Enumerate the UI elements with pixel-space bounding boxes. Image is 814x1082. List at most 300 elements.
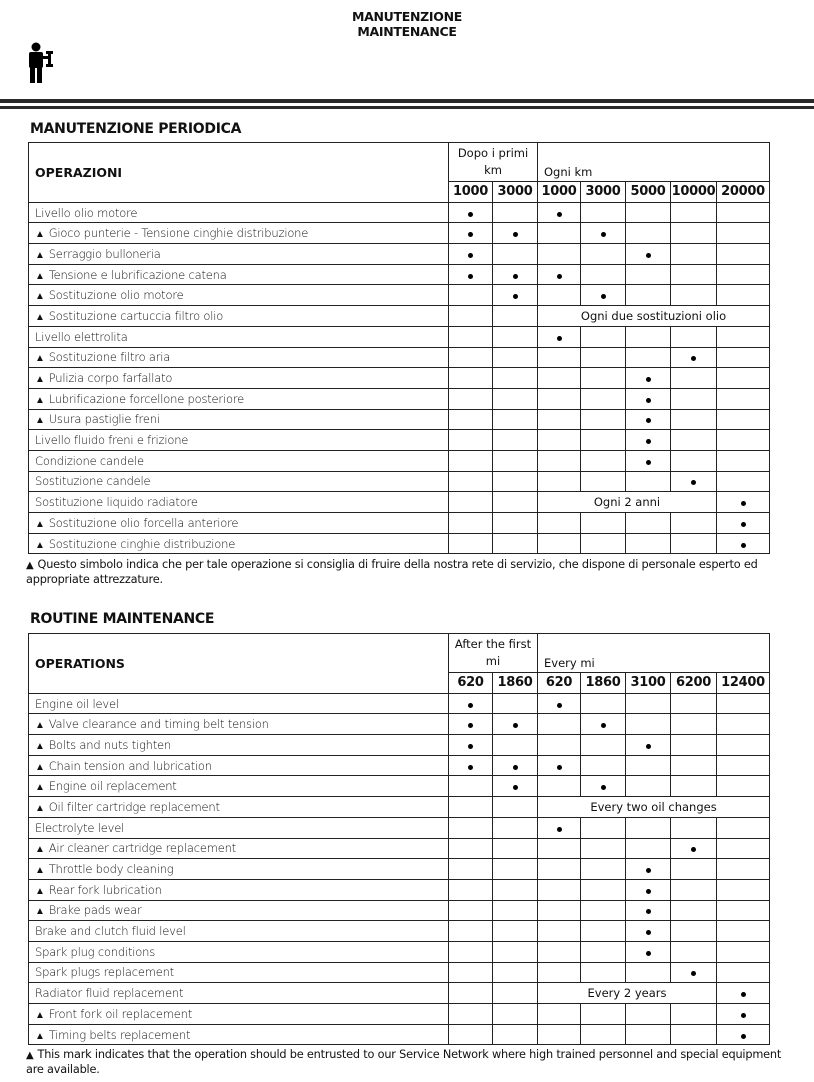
interval-cell [717, 368, 770, 389]
interval-cell [538, 900, 581, 921]
interval-cell [581, 223, 626, 244]
interval-cell [671, 388, 717, 409]
triangle-marker-icon: ▲ [35, 740, 45, 752]
interval-cell [717, 900, 770, 921]
dot-mark-icon [741, 501, 746, 506]
interval-cell [493, 900, 538, 921]
interval-cell [449, 471, 493, 492]
interval-cell [493, 817, 538, 838]
operation-label: Throttle body cleaning [48, 862, 174, 877]
table-row [29, 533, 770, 554]
table-row [29, 838, 770, 859]
interval-cell [671, 838, 717, 859]
triangle-marker-icon: ▲ [35, 374, 45, 386]
interval-cell [538, 264, 581, 285]
interval-cell [538, 941, 581, 962]
interval-cell [717, 347, 770, 368]
interval-cell [449, 202, 493, 223]
interval-cell [626, 1024, 671, 1045]
interval-cell [449, 285, 493, 306]
interval-cell [449, 755, 493, 776]
interval-cell [538, 735, 581, 756]
dot-mark-icon [513, 274, 518, 279]
table-row [29, 492, 770, 513]
operation-cell [29, 879, 449, 900]
interval-cell [538, 388, 581, 409]
interval-cell [449, 409, 493, 430]
dot-mark-icon [557, 212, 562, 217]
operation-label: Condizione candele [35, 453, 144, 468]
operation-cell [29, 264, 449, 285]
interval-cell [671, 1024, 717, 1045]
interval-header: 3000 [493, 182, 538, 203]
interval-cell [626, 264, 671, 285]
table-row [29, 409, 770, 430]
table-row [29, 430, 770, 451]
operation-label: Sostituzione olio forcella anteriore [48, 515, 239, 530]
operation-cell [29, 755, 449, 776]
interval-cell [449, 797, 493, 818]
interval-cell [671, 900, 717, 921]
interval-cell [581, 962, 626, 983]
interval-cell [671, 533, 717, 554]
interval-cell [449, 347, 493, 368]
dot-mark-icon [468, 703, 473, 708]
interval-cell [717, 859, 770, 880]
dot-mark-icon [601, 723, 606, 728]
dot-mark-icon [741, 1013, 746, 1018]
operation-label: Rear fork lubrication [48, 882, 162, 897]
triangle-marker-icon: ▲ [35, 291, 45, 303]
interval-cell [581, 755, 626, 776]
table-row [29, 285, 770, 306]
interval-cell [493, 533, 538, 554]
interval-cell [626, 776, 671, 797]
interval-cell [581, 900, 626, 921]
column-group-first: Dopo i primi km [449, 143, 538, 182]
interval-cell [717, 776, 770, 797]
interval-cell [493, 838, 538, 859]
interval-cell [493, 513, 538, 534]
operation-cell [29, 1024, 449, 1045]
interval-cell [626, 714, 671, 735]
interval-cell [626, 962, 671, 983]
interval-cell [538, 1024, 581, 1045]
table-row [29, 900, 770, 921]
interval-cell [671, 471, 717, 492]
dot-mark-icon [557, 336, 562, 341]
interval-cell [717, 285, 770, 306]
interval-cell [671, 859, 717, 880]
interval-cell [671, 693, 717, 714]
interval-cell [538, 879, 581, 900]
triangle-marker-icon: ▲ [35, 518, 45, 530]
interval-cell [449, 1024, 493, 1045]
table-row [29, 223, 770, 244]
interval-cell [626, 368, 671, 389]
interval-cell [671, 879, 717, 900]
interval-cell [449, 223, 493, 244]
interval-cell [538, 838, 581, 859]
operation-cell [29, 900, 449, 921]
interval-cell [717, 1004, 770, 1025]
operation-label: Pulizia corpo farfallato [48, 371, 173, 386]
interval-cell [581, 1004, 626, 1025]
triangle-marker-icon: ▲ [26, 560, 34, 571]
interval-cell [626, 347, 671, 368]
maintenance-table-italian [28, 142, 770, 554]
interval-cell [671, 326, 717, 347]
interval-header: 620 [538, 673, 581, 694]
triangle-marker-icon: ▲ [35, 311, 45, 323]
footnote-english [26, 1048, 786, 1077]
interval-cell [671, 1004, 717, 1025]
interval-cell [538, 859, 581, 880]
interval-cell [538, 409, 581, 430]
triangle-marker-icon: ▲ [35, 761, 45, 773]
column-group-every: Ogni km [538, 143, 770, 182]
table-row [29, 735, 770, 756]
interval-cell [449, 264, 493, 285]
interval-cell [581, 347, 626, 368]
table-row [29, 693, 770, 714]
interval-header: 620 [449, 673, 493, 694]
dot-mark-icon [741, 543, 746, 548]
operation-label: Oil filter cartridge replacement [48, 799, 220, 814]
interval-cell [581, 450, 626, 471]
interval-cell [717, 450, 770, 471]
dot-mark-icon [557, 827, 562, 832]
interval-cell [449, 1004, 493, 1025]
interval-cell [581, 817, 626, 838]
interval-cell [626, 838, 671, 859]
interval-cell [717, 533, 770, 554]
interval-cell [538, 533, 581, 554]
dot-mark-icon [468, 253, 473, 258]
table-row [29, 202, 770, 223]
interval-cell [581, 1024, 626, 1045]
operation-cell [29, 776, 449, 797]
triangle-marker-icon: ▲ [35, 229, 45, 241]
operation-cell [29, 533, 449, 554]
interval-cell [493, 306, 538, 327]
interval-cell [717, 430, 770, 451]
interval-cell [717, 735, 770, 756]
interval-cell [626, 859, 671, 880]
table-row [29, 306, 770, 327]
table-row [29, 879, 770, 900]
dot-mark-icon [513, 232, 518, 237]
interval-cell [626, 879, 671, 900]
interval-cell [626, 409, 671, 430]
page-header [0, 9, 814, 39]
interval-cell [493, 285, 538, 306]
interval-cell [717, 388, 770, 409]
interval-cell [538, 285, 581, 306]
interval-cell [671, 347, 717, 368]
operation-label: Spark plug conditions [35, 944, 155, 959]
interval-cell [671, 513, 717, 534]
operation-cell [29, 409, 449, 430]
operation-label: Front fork oil replacement [48, 1006, 193, 1021]
interval-cell [626, 921, 671, 942]
interval-cell [493, 859, 538, 880]
dot-mark-icon [691, 356, 696, 361]
interval-cell [449, 941, 493, 962]
operation-label: Sostituzione olio motore [48, 288, 184, 303]
table-row [29, 368, 770, 389]
table-row [29, 941, 770, 962]
operation-label: Livello elettrolita [35, 329, 128, 344]
operation-cell [29, 838, 449, 859]
interval-cell [581, 430, 626, 451]
interval-cell [493, 776, 538, 797]
interval-cell [493, 430, 538, 451]
triangle-marker-icon: ▲ [35, 720, 45, 732]
table-row [29, 450, 770, 471]
operation-cell [29, 223, 449, 244]
interval-cell [717, 983, 770, 1004]
interval-cell [581, 244, 626, 265]
interval-cell [493, 264, 538, 285]
interval-cell [449, 776, 493, 797]
interval-cell [538, 223, 581, 244]
operation-cell [29, 1004, 449, 1025]
table-row [29, 817, 770, 838]
operation-cell [29, 450, 449, 471]
interval-cell [671, 223, 717, 244]
operation-cell [29, 693, 449, 714]
interval-cell [581, 388, 626, 409]
interval-cell [626, 388, 671, 409]
interval-header: 1000 [449, 182, 493, 203]
interval-cell [626, 755, 671, 776]
interval-cell [538, 347, 581, 368]
interval-cell [626, 900, 671, 921]
interval-cell [671, 735, 717, 756]
dot-mark-icon [468, 723, 473, 728]
dot-mark-icon [741, 1034, 746, 1039]
operation-cell [29, 714, 449, 735]
table-row [29, 347, 770, 368]
footnote-text: Questo simbolo indica che per tale operazione si consiglia di fruire della nostra rete di servizio, che dispone di personale esperto ed appropriate attrezzature. [26, 558, 758, 586]
dot-mark-icon [513, 723, 518, 728]
dot-mark-icon [646, 868, 651, 873]
operation-label: Brake pads wear [48, 903, 142, 918]
divider-bar [0, 106, 814, 109]
interval-header: 3100 [626, 673, 671, 694]
interval-cell [493, 1024, 538, 1045]
interval-cell [449, 921, 493, 942]
interval-cell [626, 941, 671, 962]
interval-header: 3000 [581, 182, 626, 203]
interval-cell [671, 817, 717, 838]
operation-label: Sostituzione cinghie distribuzione [48, 536, 236, 551]
dot-mark-icon [468, 232, 473, 237]
interval-cell [449, 326, 493, 347]
interval-cell [581, 471, 626, 492]
interval-cell [581, 264, 626, 285]
interval-cell [671, 285, 717, 306]
interval-cell [717, 755, 770, 776]
dot-mark-icon [741, 522, 746, 527]
table-row [29, 388, 770, 409]
table-row [29, 859, 770, 880]
dot-mark-icon [468, 744, 473, 749]
operation-cell [29, 285, 449, 306]
interval-cell [449, 838, 493, 859]
interval-cell [449, 859, 493, 880]
interval-cell [493, 388, 538, 409]
operation-cell [29, 735, 449, 756]
interval-cell [717, 941, 770, 962]
interval-cell [449, 430, 493, 451]
interval-cell [671, 755, 717, 776]
operation-cell [29, 797, 449, 818]
interval-cell [493, 983, 538, 1004]
triangle-marker-icon: ▲ [35, 1030, 45, 1042]
operation-cell [29, 244, 449, 265]
interval-header: 1000 [538, 182, 581, 203]
interval-header: 5000 [626, 182, 671, 203]
interval-cell [626, 817, 671, 838]
interval-cell [626, 513, 671, 534]
interval-cell [717, 244, 770, 265]
interval-cell [493, 409, 538, 430]
dot-mark-icon [513, 765, 518, 770]
operation-label: Electrolyte level [35, 820, 125, 835]
table-row [29, 264, 770, 285]
interval-header: 6200 [671, 673, 717, 694]
interval-header: 1860 [493, 673, 538, 694]
operation-cell [29, 368, 449, 389]
interval-cell [538, 513, 581, 534]
dot-mark-icon [557, 703, 562, 708]
dot-mark-icon [468, 212, 473, 217]
dot-mark-icon [646, 439, 651, 444]
interval-cell [581, 368, 626, 389]
operation-label: Sostituzione candele [35, 474, 151, 489]
table-row [29, 755, 770, 776]
table-row [29, 962, 770, 983]
dot-mark-icon [601, 294, 606, 299]
section-title-italian: MANUTENZIONE PERIODICA [30, 121, 242, 137]
interval-cell [493, 244, 538, 265]
interval-cell [449, 962, 493, 983]
interval-cell [538, 430, 581, 451]
footnote-text: This mark indicates that the operation should be entrusted to our Service Network where high trained personnel and special equipment are available. [26, 1048, 782, 1076]
interval-cell [449, 450, 493, 471]
operation-cell [29, 941, 449, 962]
column-group-first: After the first mi [449, 634, 538, 673]
interval-cell [581, 409, 626, 430]
triangle-marker-icon: ▲ [35, 906, 45, 918]
interval-cell [538, 714, 581, 735]
triangle-marker-icon: ▲ [26, 1050, 34, 1061]
interval-cell [449, 533, 493, 554]
operation-label: Usura pastiglie freni [48, 412, 160, 427]
interval-cell [717, 409, 770, 430]
interval-cell [493, 450, 538, 471]
triangle-marker-icon: ▲ [35, 1009, 45, 1021]
interval-cell [717, 326, 770, 347]
dot-mark-icon [513, 785, 518, 790]
interval-cell [538, 471, 581, 492]
interval-cell [538, 693, 581, 714]
dot-mark-icon [513, 294, 518, 299]
interval-cell [493, 202, 538, 223]
interval-cell [493, 326, 538, 347]
table-row [29, 326, 770, 347]
interval-cell [671, 450, 717, 471]
dot-mark-icon [691, 971, 696, 976]
interval-cell [717, 921, 770, 942]
dot-mark-icon [646, 744, 651, 749]
interval-cell [538, 368, 581, 389]
interval-cell [581, 693, 626, 714]
dot-mark-icon [646, 909, 651, 914]
operation-cell [29, 202, 449, 223]
interval-cell [671, 776, 717, 797]
interval-cell [449, 388, 493, 409]
interval-cell [581, 202, 626, 223]
footnote-italian [26, 558, 786, 587]
interval-cell [717, 817, 770, 838]
operations-header: OPERAZIONI [29, 143, 449, 203]
table-row [29, 797, 770, 818]
dot-mark-icon [646, 418, 651, 423]
interval-cell [538, 450, 581, 471]
interval-cell [626, 202, 671, 223]
interval-header: 1860 [581, 673, 626, 694]
interval-note-cell: Ogni 2 anni [538, 492, 717, 513]
interval-cell [449, 306, 493, 327]
table-row [29, 776, 770, 797]
interval-cell [449, 817, 493, 838]
operation-cell [29, 430, 449, 451]
interval-cell [581, 735, 626, 756]
column-group-every: Every mi [538, 634, 770, 673]
interval-cell [581, 513, 626, 534]
operation-label: Brake and clutch fluid level [35, 924, 186, 939]
table-row [29, 714, 770, 735]
interval-cell [626, 1004, 671, 1025]
triangle-marker-icon: ▲ [35, 885, 45, 897]
operation-cell [29, 388, 449, 409]
triangle-marker-icon: ▲ [35, 539, 45, 551]
interval-cell [626, 450, 671, 471]
operation-label: Sostituzione cartuccia filtro olio [48, 308, 224, 323]
triangle-marker-icon: ▲ [35, 270, 45, 282]
operation-label: Lubrificazione forcellone posteriore [48, 391, 244, 406]
table-row [29, 244, 770, 265]
interval-cell [671, 409, 717, 430]
interval-cell [449, 513, 493, 534]
interval-cell [717, 223, 770, 244]
interval-cell [717, 879, 770, 900]
interval-cell [671, 921, 717, 942]
interval-cell [493, 879, 538, 900]
operations-header: OPERATIONS [29, 634, 449, 694]
operation-label: Timing belts replacement [48, 1027, 191, 1042]
interval-note-cell: Every 2 years [538, 983, 717, 1004]
interval-cell [493, 368, 538, 389]
operation-label: Valve clearance and timing belt tension [48, 717, 269, 732]
table-row [29, 1024, 770, 1045]
interval-cell [626, 735, 671, 756]
interval-cell [538, 776, 581, 797]
dot-mark-icon [601, 232, 606, 237]
